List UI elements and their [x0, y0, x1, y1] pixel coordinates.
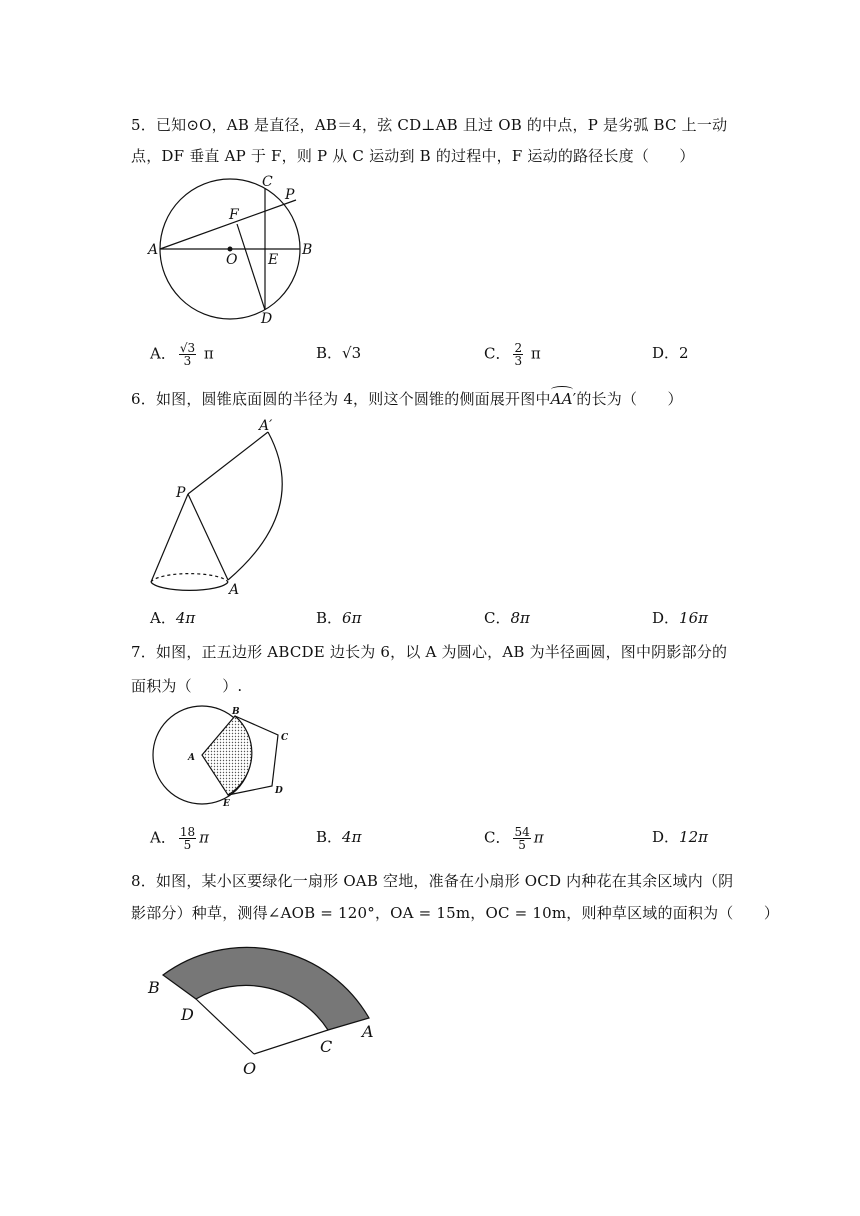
q5-label-d: D [261, 311, 273, 327]
q7-option-d[interactable]: D．12π [652, 828, 708, 846]
q8-label-a: A [362, 1022, 374, 1041]
q5-label-b: B [302, 242, 313, 258]
q5-label-e: E [268, 252, 279, 268]
q8-label-d: D [181, 1005, 194, 1024]
q5-label-c: C [262, 174, 273, 190]
q6-option-d[interactable]: D．16π [652, 609, 708, 627]
q5-option-a[interactable]: A． $\frac{√3}{3}$ π [150, 341, 214, 368]
q5-figure [145, 172, 325, 327]
q5-label-o: O [226, 252, 238, 268]
q6-options [150, 607, 710, 629]
q5-stem-line2: 点，DF 垂直 AP 于 F，则 P 从 C 运动到 B 的过程中，F 运动的路径长度（ ） [131, 147, 695, 165]
q8-stem-line2: 影部分）种草，测得∠AOB = 120°，OA = 15m，OC = 10m，则种草区域的面积为（ ） [131, 904, 780, 922]
q5-options [150, 341, 710, 368]
q7-stem-line2: 面积为（ ）. [131, 677, 243, 695]
q8-label-b: B [148, 978, 160, 997]
q5-option-c[interactable]: C． $\frac{2}{3}$ π [484, 341, 541, 368]
q7-option-b[interactable]: B．4π [316, 828, 362, 846]
q7-figure [150, 703, 300, 813]
q5-option-d[interactable]: D．2 [652, 344, 689, 362]
q5-label-f: F [229, 207, 239, 223]
q8-label-o: O [243, 1059, 257, 1078]
q7-label-a: A [188, 753, 195, 763]
q6-label-a-prime: A′ [259, 418, 273, 434]
q7-options [150, 825, 710, 852]
q6-label-a: A [229, 582, 240, 598]
q7-stem-line1: 7．如图，正五边形 ABCDE 边长为 6，以 A 为圆心，AB 为半径画圆，图中阴影部分的 [131, 643, 728, 661]
q8-label-c: C [320, 1037, 333, 1056]
q6-option-c[interactable]: C．8π [484, 609, 530, 627]
q5-stem-line1: 5．已知⊙O，AB 是直径，AB＝4，弦 CD⊥AB 且过 OB 的中点，P 是劣弧 BC 上一动 [131, 116, 728, 134]
q7-label-d: D [275, 786, 283, 796]
q7-label-e: E [223, 799, 230, 809]
q5-label-a: A [148, 242, 159, 258]
q6-figure [145, 415, 295, 600]
q6-option-a[interactable]: A．4π [150, 609, 196, 627]
q5-option-b[interactable]: B．√3 [316, 344, 362, 362]
q6-label-p: P [176, 485, 186, 501]
q5-label-p: P [285, 187, 295, 203]
q8-stem-line1: 8．如图，某小区要绿化一扇形 OAB 空地，准备在小扇形 OCD 内种花在其余区域内（阴 [131, 872, 734, 890]
q7-label-c: C [281, 733, 289, 743]
q8-figure [140, 925, 385, 1080]
q6-option-b[interactable]: B．6π [316, 609, 362, 627]
q7-option-a[interactable]: A． $\frac{18}{5}$ π [150, 825, 209, 852]
q7-option-c[interactable]: C． $\frac{54}{5}$ π [484, 825, 544, 852]
q6-stem: 6．如图，圆锥底面圆的半径为 4，则这个圆锥的侧面展开图中AA′的长为（ ） [131, 390, 683, 408]
q6-arc-symbol: AA [550, 390, 573, 408]
q7-label-b: B [232, 707, 240, 717]
